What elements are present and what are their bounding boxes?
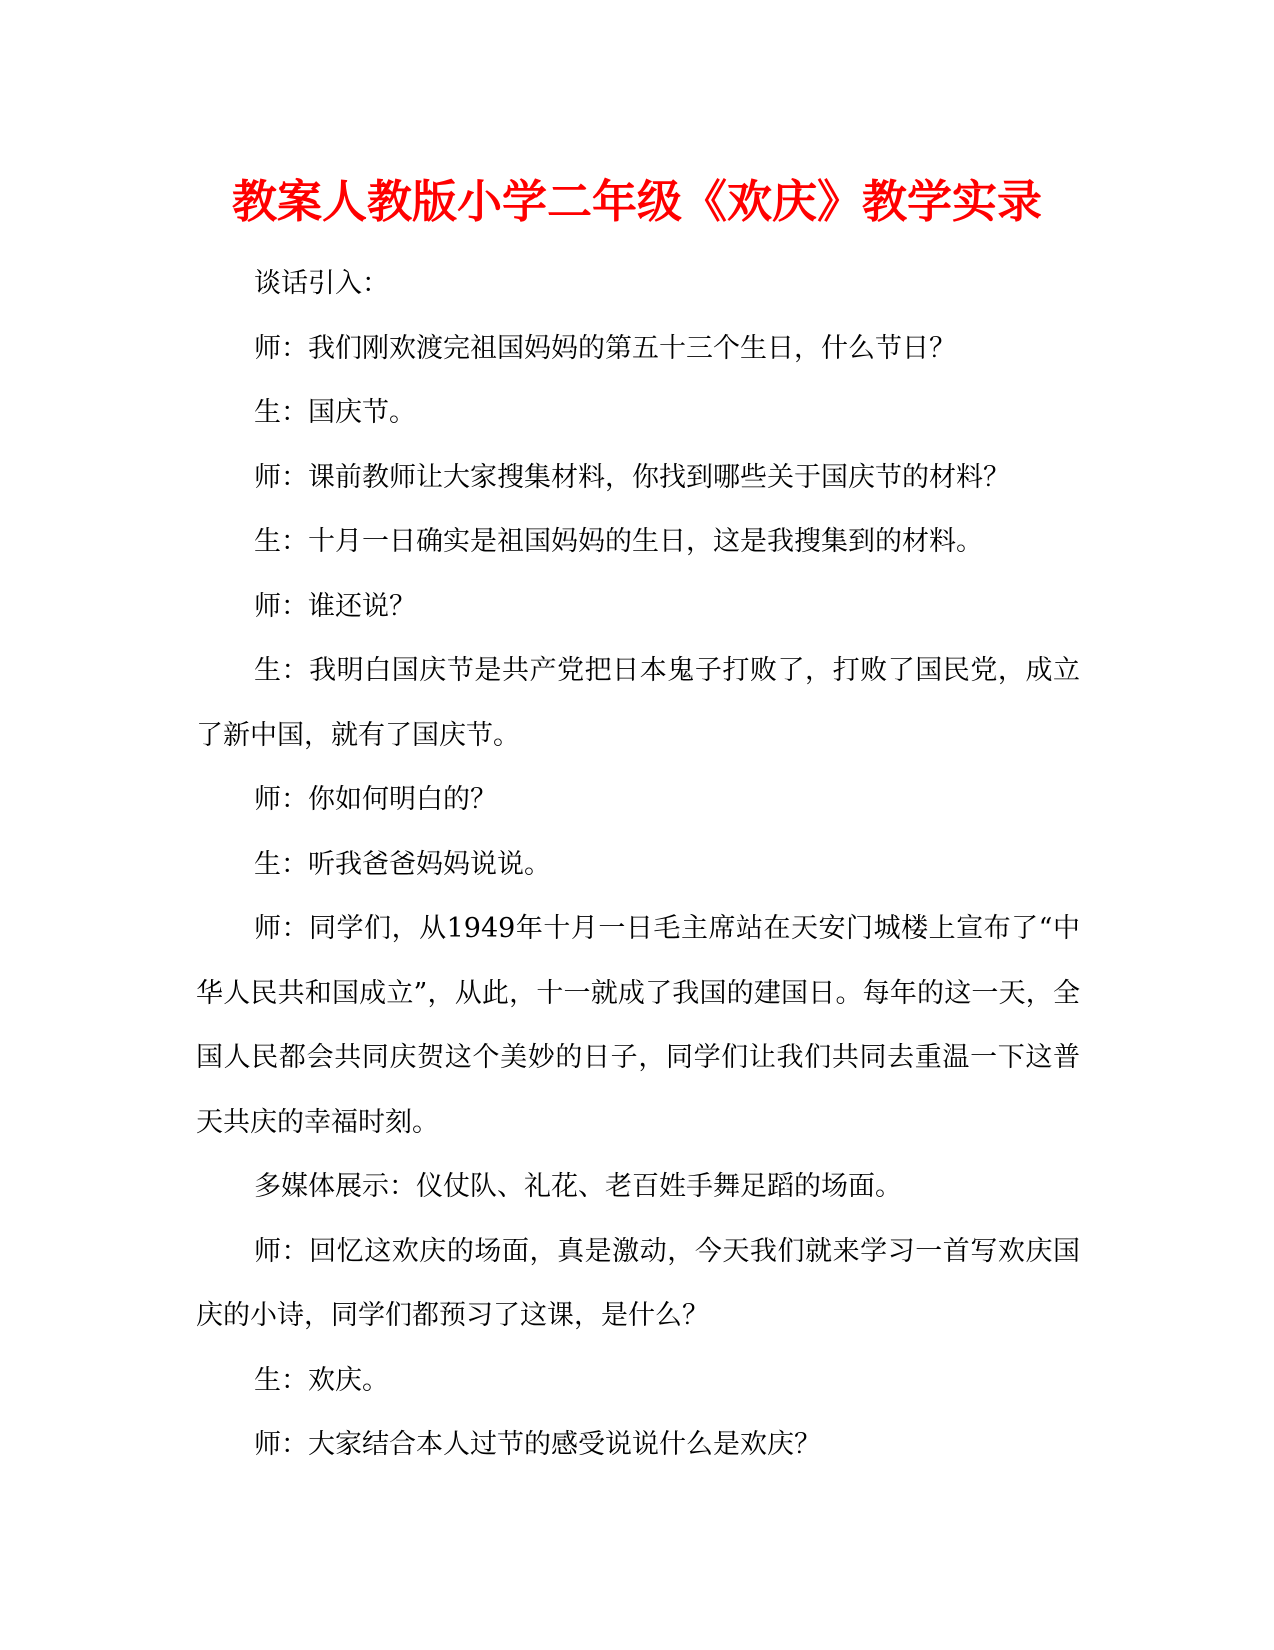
paragraph: 生：欢庆。 xyxy=(254,1364,389,1396)
paragraph: 师：我们刚欢渡完祖国妈妈的第五十三个生日，什么节日？ xyxy=(254,332,956,364)
paragraph: 生：我明白国庆节是共产党把日本鬼子打败了，打败了国民党，成立了新中国，就有了国庆节。 xyxy=(196,655,1080,751)
paragraph: 师：回忆这欢庆的场面，真是激动，今天我们就来学习一首写欢庆国庆的小诗，同学们都预习了这课，是什么？ xyxy=(196,1235,1080,1331)
paragraph: 师：大家结合本人过节的感受说说什么是欢庆？ xyxy=(254,1429,821,1460)
paragraph: 师：同学们，从1949年十月一日毛主席站在天安门城楼上宣布了“中华人民共和国成立”，从此，十一就成了我国的建国日。每年的这一天，全国人民都会共同庆贺这个美妙的日子，同学们让我们共同去重温一下这普天共庆的幸福时刻。 xyxy=(196,913,1080,1138)
paragraph: 生：十月一日确实是祖国妈妈的生日，这是我搜集到的材料。 xyxy=(254,526,983,557)
paragraph: 多媒体展示：仪仗队、礼花、老百姓手舞足蹈的场面。 xyxy=(254,1171,902,1202)
document-body xyxy=(196,252,1080,1478)
paragraph: 师：谁还说？ xyxy=(254,590,416,622)
paragraph-intro: 谈话引入： xyxy=(254,268,389,299)
paragraph: 生：听我爸爸妈妈说说。 xyxy=(254,848,551,880)
paragraph: 师：你如何明白的？ xyxy=(254,784,497,815)
paragraph: 生：国庆节。 xyxy=(254,397,416,428)
document-title: 教案人教版小学二年级《欢庆》教学实录 xyxy=(231,175,1042,228)
paragraph: 师：课前教师让大家搜集材料，你找到哪些关于国庆节的材料？ xyxy=(254,461,1010,493)
